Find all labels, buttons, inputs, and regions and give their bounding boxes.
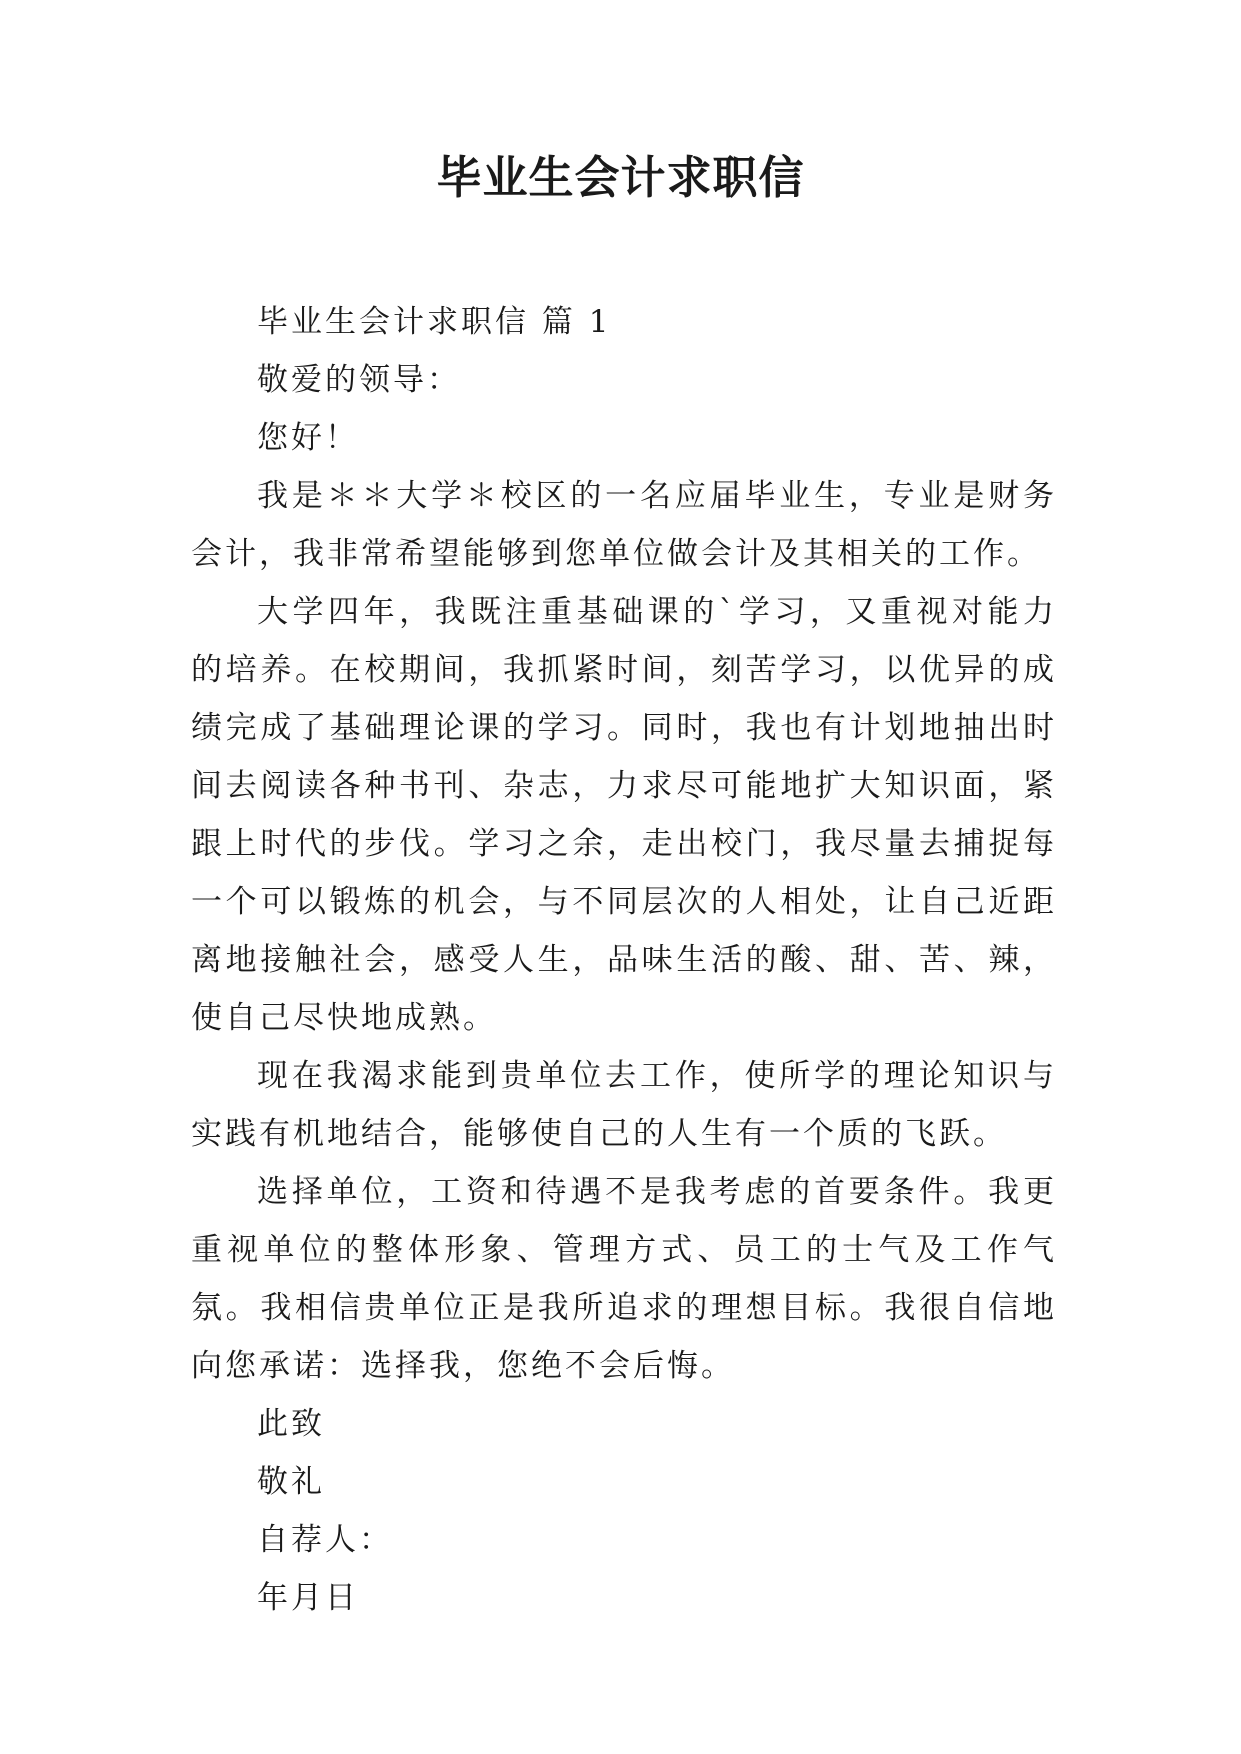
paragraph-study: 大学四年，我既注重基础课的`学习，又重视对能力的培养。在校期间，我抓紧时间，刻苦学习，以优异的成绩完成了基础理论课的学习。同时，我也有计划地抽出时间去阅读各种书刊、杂志，力求尽可能地扩大知识面，紧跟上时代的步伐。学习之余，走出校门，我尽量去捕捉每一个可以锻炼的机会，与不同层次的人相处，让自己近距离地接触社会，感受人生，品味生活的酸、甜、苦、辣，使自己尽快地成熟。 (191, 594, 1057, 1036)
signer-label: 自荐人： (257, 1522, 393, 1558)
letter-body (191, 293, 1057, 1627)
closing-salute: 敬礼 (257, 1464, 325, 1500)
paragraph-intro: 我是＊＊大学＊校区的一名应届毕业生，专业是财务会计，我非常希望能够到您单位做会计及其相关的工作。 (191, 478, 1057, 572)
section-heading: 毕业生会计求职信 篇 1 (257, 304, 612, 340)
closing-regards: 此致 (257, 1406, 325, 1442)
paragraph-aspiration: 现在我渴求能到贵单位去工作，使所学的理论知识与实践有机地结合，能够使自己的人生有一个质的飞跃。 (191, 1058, 1057, 1152)
greeting: 您好！ (257, 420, 359, 456)
document-title: 毕业生会计求职信 (436, 151, 805, 204)
date-label: 年月日 (257, 1580, 359, 1616)
salutation: 敬爱的领导： (257, 362, 461, 398)
paragraph-choice: 选择单位，工资和待遇不是我考虑的首要条件。我更重视单位的整体形象、管理方式、员工的士气及工作气氛。我相信贵单位正是我所追求的理想目标。我很自信地向您承诺：选择我，您绝不会后悔。 (191, 1174, 1057, 1384)
